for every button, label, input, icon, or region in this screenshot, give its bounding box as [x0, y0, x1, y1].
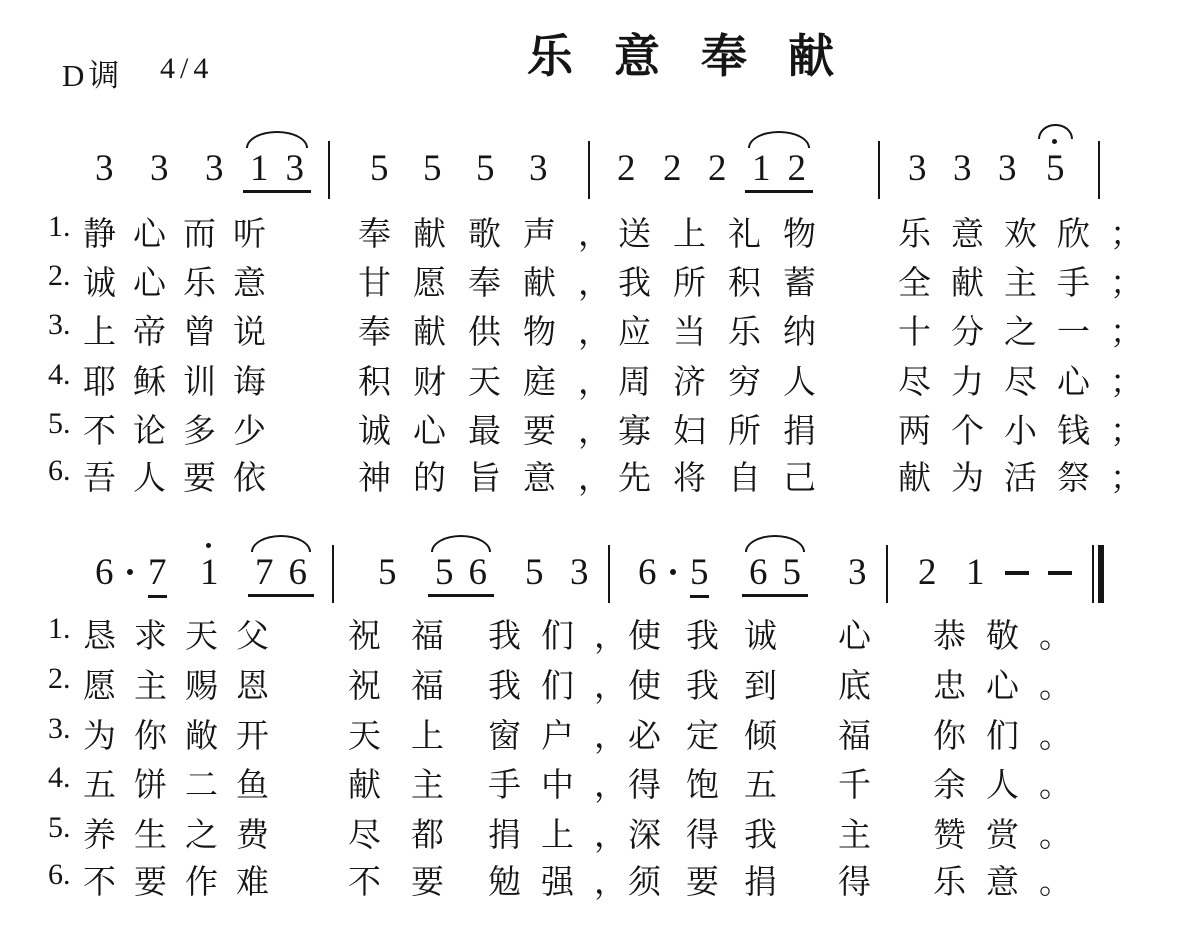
lyric-cell: 恳求天父 — [83, 619, 287, 655]
lyric-cell: 甘愿奉献， — [358, 266, 633, 302]
verse-row — [0, 208, 1191, 252]
barline — [886, 545, 888, 603]
lyric-cell: 送上礼物 — [618, 217, 838, 253]
note: 5 — [435, 552, 454, 593]
verse-number: 3. — [48, 712, 71, 745]
time-signature: 4/4 — [160, 52, 214, 85]
note: 1 — [752, 148, 771, 189]
note: 3 — [570, 552, 589, 593]
note: 6 — [288, 552, 307, 593]
verse-number: 4. — [48, 761, 71, 794]
note: 2 — [918, 552, 937, 593]
note: 1 — [200, 552, 219, 593]
note-high-octave — [200, 552, 219, 594]
lyric-cell: 不要 — [348, 865, 474, 901]
lyric-cell: 应当乐纳 — [618, 315, 838, 351]
verse-row — [0, 257, 1191, 301]
note: 6 — [749, 552, 768, 593]
note: 5 — [476, 148, 495, 189]
lyric-cell: 诚心最要， — [358, 414, 633, 450]
note: 5 — [423, 148, 442, 189]
lyric-cell: 十分之一； — [898, 315, 1163, 351]
augmentation-dot — [670, 569, 676, 575]
verse-number: 6. — [48, 454, 71, 487]
lyric-cell: 全献主手； — [898, 266, 1163, 302]
barline — [878, 141, 880, 199]
note: 3 — [908, 148, 927, 189]
lyric-cell: 静心而听 — [83, 217, 283, 253]
note: 3 — [95, 148, 114, 189]
slurred-note-group — [248, 552, 314, 597]
note: 5 — [370, 148, 389, 189]
barline — [608, 545, 610, 603]
slurred-note-group — [742, 552, 808, 597]
lyric-cell: 积财天庭， — [358, 365, 633, 401]
lyric-cell: 养生之费 — [83, 818, 287, 854]
note: 2 — [663, 148, 682, 189]
verse-number: 5. — [48, 811, 71, 844]
lyric-cell: 诚心乐意 — [83, 266, 283, 302]
lyric-cell: 先将自己 — [618, 461, 838, 497]
lyric-cell: 祝福 — [348, 619, 474, 655]
verse-row — [0, 660, 1191, 704]
dash-extension — [1048, 571, 1072, 575]
lyric-cell: 捐上， — [488, 818, 647, 854]
lyric-cell: 献为活祭； — [898, 461, 1163, 497]
lyric-cell: 必定倾 — [628, 719, 802, 755]
verse-number: 3. — [48, 308, 71, 341]
note: 5 — [782, 552, 801, 593]
lyric-cell: 上帝曾说 — [83, 315, 283, 351]
slur-arc — [251, 535, 311, 552]
lyric-cell: 尽力尽心； — [898, 365, 1163, 401]
lyric-cell: 愿主赐恩 — [83, 669, 287, 705]
note-eighth: 7 — [148, 552, 167, 598]
note: 2 — [708, 148, 727, 189]
note: 1 — [966, 552, 985, 593]
lyric-cell: 寡妇所捐 — [618, 414, 838, 450]
lyric-cell: 使我诚 — [628, 619, 802, 655]
note: 3 — [205, 148, 224, 189]
lyric-cell: 得 — [838, 865, 871, 901]
verse-number: 2. — [48, 259, 71, 292]
note: 5 — [525, 552, 544, 593]
note: 3 — [150, 148, 169, 189]
note: 6 — [638, 552, 657, 593]
final-barline-thick — [1098, 545, 1104, 603]
barline — [328, 141, 330, 199]
lyric-cell: 尽都 — [348, 818, 474, 854]
note: 2 — [617, 148, 636, 189]
verse-row — [0, 610, 1191, 654]
lyric-cell: 使我到 — [628, 669, 802, 705]
music-line-2 — [0, 552, 1191, 612]
lyric-cell: 心 — [838, 619, 871, 655]
lyric-cell: 乐意。 — [933, 865, 1092, 901]
lyric-cell: 余人。 — [933, 768, 1092, 804]
note: 7 — [255, 552, 274, 593]
lyric-cell: 千 — [838, 768, 871, 804]
verse-row — [0, 710, 1191, 754]
lyric-cell: 深得我 — [628, 818, 802, 854]
note: 6 — [95, 552, 114, 593]
lyric-cell: 奉献供物， — [358, 315, 633, 351]
lyric-cell: 献主 — [348, 768, 474, 804]
lyric-cell: 神的旨意， — [358, 461, 633, 497]
dash-extension — [1005, 571, 1029, 575]
lyric-cell: 勉强， — [488, 865, 647, 901]
verse-row — [0, 809, 1191, 853]
key-signature: D调 — [62, 58, 124, 93]
lyric-cell: 恭敬。 — [933, 619, 1092, 655]
lyric-cell: 福 — [838, 719, 871, 755]
music-line-1 — [0, 148, 1191, 208]
lyric-cell: 天上 — [348, 719, 474, 755]
lyric-cell: 吾人要依 — [83, 461, 283, 497]
lyric-cell: 不要作难 — [83, 865, 287, 901]
note: 3 — [848, 552, 867, 593]
slur-arc — [1038, 124, 1073, 139]
note-eighth: 5 — [690, 552, 709, 598]
barline — [588, 141, 590, 199]
verse-row — [0, 405, 1191, 449]
verse-row — [0, 856, 1191, 900]
lyric-cell: 两个小钱； — [898, 414, 1163, 450]
slur-arc — [246, 131, 308, 148]
octave-dot — [1052, 139, 1057, 144]
lyric-cell: 我们， — [488, 619, 647, 655]
note: 5 — [378, 552, 397, 593]
note: 3 — [285, 148, 304, 189]
lyric-cell: 你们。 — [933, 719, 1092, 755]
lyric-cell: 祝福 — [348, 669, 474, 705]
slurred-note-group — [428, 552, 494, 597]
lyric-cell: 手中， — [488, 768, 647, 804]
lyric-cell: 我所积蓄 — [618, 266, 838, 302]
lyric-cell: 窗户， — [488, 719, 647, 755]
verse-row — [0, 452, 1191, 496]
verse-row — [0, 356, 1191, 400]
note-high-octave — [1046, 148, 1065, 190]
lyric-cell: 周济穷人 — [618, 365, 838, 401]
note: 3 — [953, 148, 972, 189]
octave-dot — [206, 543, 211, 548]
barline — [332, 545, 334, 603]
slur-arc — [748, 131, 810, 148]
slur-arc — [745, 535, 805, 552]
verse-row — [0, 759, 1191, 803]
lyric-cell: 不论多少 — [83, 414, 283, 450]
note: 6 — [468, 552, 487, 593]
verse-number: 1. — [48, 612, 71, 645]
note: 1 — [250, 148, 269, 189]
lyric-cell: 乐意欢欣； — [898, 217, 1163, 253]
lyric-cell: 须要捐 — [628, 865, 802, 901]
lyric-cell: 耶稣训诲 — [83, 365, 283, 401]
barline — [1098, 141, 1100, 199]
slurred-note-group — [243, 148, 311, 193]
verse-number: 1. — [48, 210, 71, 243]
lyric-cell: 五饼二鱼 — [83, 768, 287, 804]
lyric-cell: 赞赏。 — [933, 818, 1092, 854]
lyric-cell: 奉献歌声， — [358, 217, 633, 253]
verse-number: 6. — [48, 858, 71, 891]
augmentation-dot — [127, 569, 133, 575]
note: 5 — [1046, 148, 1065, 189]
verse-number: 4. — [48, 358, 71, 391]
lyric-cell: 底 — [838, 669, 871, 705]
verse-row — [0, 306, 1191, 350]
verse-number: 5. — [48, 407, 71, 440]
page-title: 乐意奉献 — [527, 30, 875, 82]
lyric-cell: 为你敞开 — [83, 719, 287, 755]
note: 3 — [529, 148, 548, 189]
lyric-cell: 主 — [838, 818, 871, 854]
lyric-cell: 我们， — [488, 669, 647, 705]
verse-number: 2. — [48, 662, 71, 695]
slur-arc — [431, 535, 491, 552]
final-barline-thin — [1092, 545, 1094, 603]
note: 2 — [787, 148, 806, 189]
lyric-cell: 忠心。 — [933, 669, 1092, 705]
lyric-cell: 得饱五 — [628, 768, 802, 804]
note: 3 — [998, 148, 1017, 189]
slurred-note-group — [745, 148, 813, 193]
